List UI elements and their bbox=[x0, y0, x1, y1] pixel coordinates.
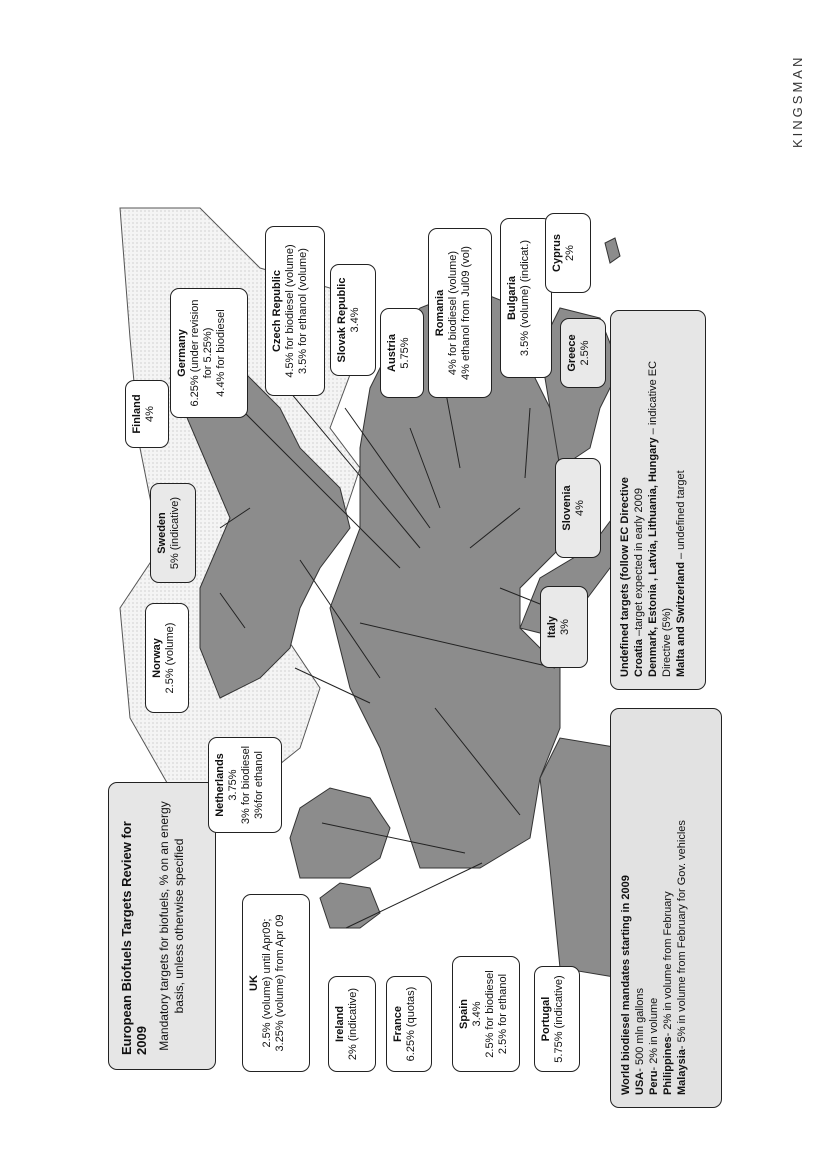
brand-logo: KINGSMAN bbox=[790, 54, 805, 148]
country-box-austria: Austria 5.75% bbox=[380, 308, 424, 398]
country-box-italy: Italy 3% bbox=[540, 586, 588, 668]
country-box-uk: UK 2.5% (volume) until Apr09; 3.25% (volume) from Apr 09 bbox=[242, 894, 310, 1072]
undefined-line: Denmark, Estonia , Latvia, Lithuania, Hungary – indicative EC Directive (5%) bbox=[647, 360, 673, 677]
cyprus-shape bbox=[605, 238, 620, 263]
country-box-cyprus: Cyprus 2% bbox=[545, 213, 591, 293]
country-box-norway: Norway 2.5% (volume) bbox=[145, 603, 189, 713]
country-box-finland: Finland 4% bbox=[125, 380, 169, 448]
country-box-slovenia: Slovenia 4% bbox=[555, 458, 601, 558]
undefined-line: Croatia –target expected in early 2009 bbox=[633, 488, 645, 677]
world-item: Malaysia- 5% in volume from February for Gov. vehicles bbox=[676, 820, 688, 1095]
world-item: Peru- 2% in volume bbox=[648, 997, 660, 1095]
country-box-france: France 6.25% (quotas) bbox=[386, 976, 432, 1072]
undefined-line: Malta and Switzerland – undefined target bbox=[675, 470, 687, 677]
world-item: USA- 500 mln gallons bbox=[634, 987, 646, 1095]
world-mandates-box bbox=[610, 708, 722, 1108]
country-box-sweden: Sweden 5% (indicative) bbox=[150, 483, 196, 583]
country-box-romania: Romania 4% for biodiesel (volume) 4% ethanol from Jul09 (vol) bbox=[428, 228, 492, 398]
undefined-targets-box bbox=[610, 310, 706, 690]
country-box-spain: Spain 3.4% 2.5% for biodiesel 2.5% for ethanol bbox=[452, 956, 520, 1072]
country-box-czech: Czech Republic 4.5% for biodiesel (volume) 3.5% for ethanol (volume) bbox=[265, 226, 325, 396]
world-item: Philippines- 2% in volume from February bbox=[662, 891, 674, 1095]
world-mandates-heading: World biodiesel mandates starting in 2009 bbox=[620, 875, 632, 1095]
country-box-ireland: Ireland 2% (indicative) bbox=[328, 976, 376, 1072]
country-box-netherlands: Netherlands 3.75% 3% for biodiesel 3%for ethanol bbox=[208, 737, 282, 833]
country-box-germany: Germany 6.25% (under revision for 5.25%) 4.4% for biodiesel bbox=[170, 288, 248, 418]
page-title: European Biofuels Targets Review for 2009 bbox=[119, 821, 149, 1055]
britain-shape bbox=[290, 788, 390, 878]
page-subtitle: Mandatory targets for biofuels, % on an energy basis, unless otherwise specified bbox=[157, 801, 186, 1051]
country-box-slovakia: Slovak Republic 3.4% bbox=[330, 264, 376, 376]
country-box-portugal: Portugal 5.75% (indicative) bbox=[534, 966, 580, 1072]
title-box bbox=[108, 782, 216, 1070]
ireland-shape bbox=[320, 883, 380, 928]
country-box-greece: Greece 2.5% bbox=[560, 318, 606, 388]
country-box-bulgaria: Bulgaria 3.5% (volume) (indicat.) bbox=[500, 218, 552, 378]
undefined-targets-heading: Undefined targets (follow EC Directive bbox=[619, 477, 631, 677]
